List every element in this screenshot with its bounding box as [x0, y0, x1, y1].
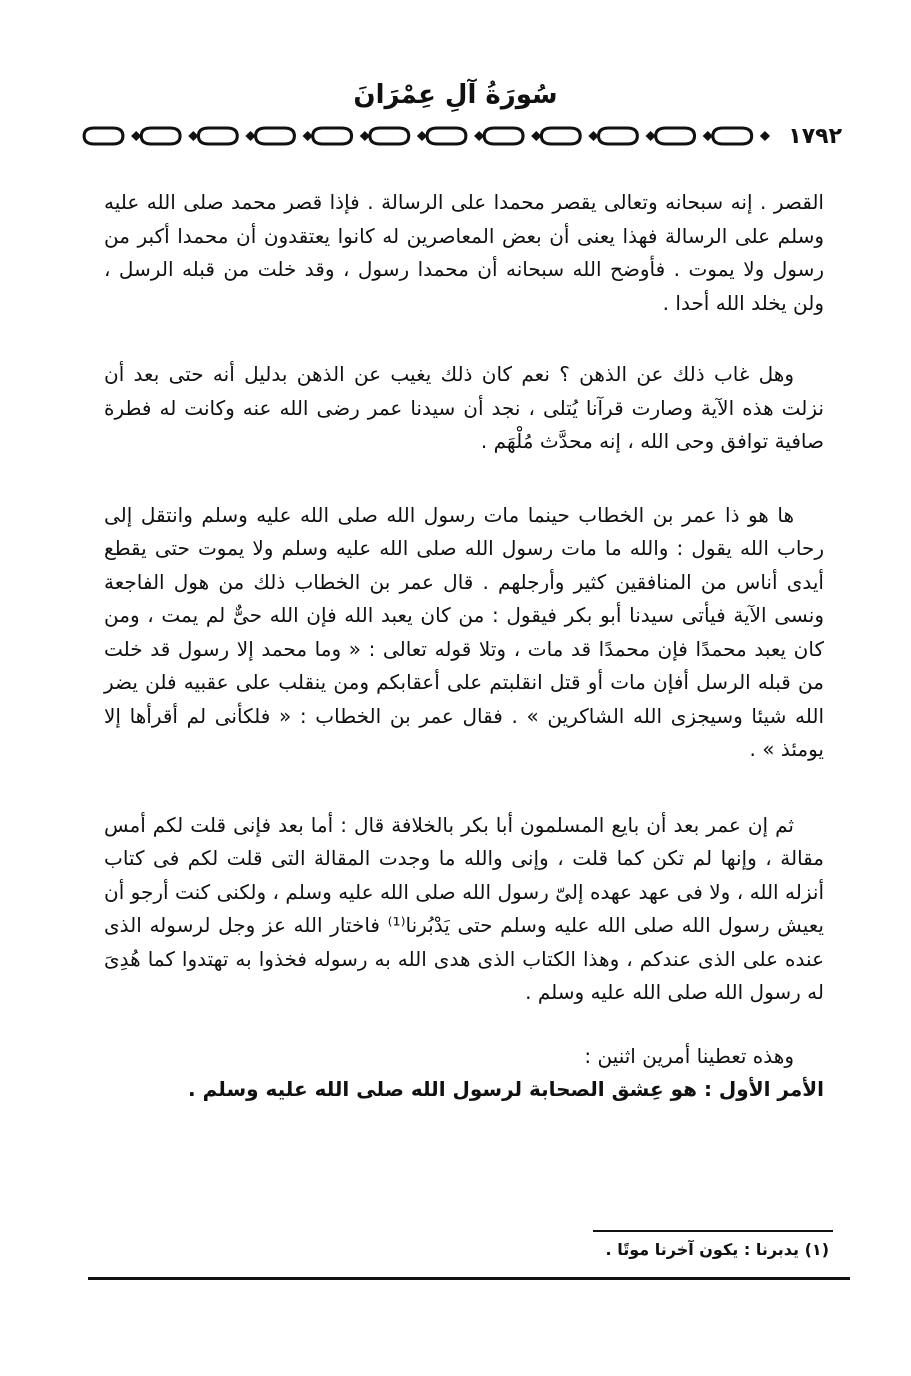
main-text	[104, 186, 824, 1107]
header-ornament-row	[78, 123, 848, 149]
page-number: ١٧٩٢	[788, 123, 842, 149]
paragraph-5: وهذه تعطينا أمرين اثنين :	[584, 1043, 794, 1068]
footnote-divider	[593, 1230, 833, 1232]
surah-title: سُورَةُ آلِ عِمْرَانَ	[353, 80, 558, 110]
paragraph-6: الأمر الأول : هو عِشق الصحابة لرسول الله صلى الله عليه وسلم .	[188, 1077, 824, 1101]
paragraph-4: ثم إن عمر بعد أن بايع المسلمون أبا بكر بالخلافة قال : أما بعد فإنى قلت لكم أمس مقالة ، وإنها لم تكن كما قلت ، وإنى والله ما وجدت المقالة التى قلت لكم فى كتاب أنزله الله ، ولا فى عهد عهده إلىّ رسول الله صلى الله عليه وسلم ، ولكنى كنت أرجو أن يعيش رسول الله صلى الله عليه وسلم حتى يَدْبُرنا⁽¹⁾ فاختار الله عز وجل لرسوله الذى عنده على الذى عندكم ، وهذا الكتاب الذى هدى الله به رسوله فخذوا به تهتدوا كما هُدِىَ له رسول الله صلى الله عليه وسلم .	[104, 812, 824, 1004]
bottom-rule	[88, 1277, 850, 1280]
ornamental-chain-border	[78, 123, 782, 149]
paragraph-1: القصر . إنه سبحانه وتعالى يقصر محمدا على الرسالة . فإذا قصر محمد صلى الله عليه وسلم على الرسالة فهذا يعنى أن بعض المعاصرين له كانوا يعتقدون أن محمدا أكبر من رسول ولا يموت . فأوضح الله سبحانه أن محمدا رسول ، وقد خلت من قبله الرسل ، ولن يخلد الله أحدا .	[104, 190, 824, 315]
paragraph-3: ها هو ذا عمر بن الخطاب حينما مات رسول الله صلى الله عليه وسلم وانتقل إلى رحاب الله يقول : والله ما مات رسول الله صلى الله عليه وسلم ولا يموت حتى يقطع أيدى أناس من المنافقين كثير وأرجلهم . قال عمر بن الخطاب ذلك من هول الفاجعة ونسى الآية فيأتى سيدنا أبو بكر فيقول : من كان يعبد الله فإن الله حىٌّ لم يمت ، ومن كان يعبد محمدًا فإن محمدًا قد مات ، وتلا قوله تعالى : « وما محمد إلا رسول قد خلت من قبله الرسل أفإن مات أو قتل انقلبتم على أعقابكم ومن ينقلب على عقبيه فلن يضر الله شيئا وسيجزى الله الشاكرين » . فقال عمر بن الخطاب : « فلكأنى لم أقرأها إلا يومئذ » .	[104, 502, 824, 761]
footnote: (١) يدبرنا : يكون آخرنا موتًا .	[605, 1240, 829, 1259]
paragraph-2: وهل غاب ذلك عن الذهن ؟ نعم كان ذلك يغيب عن الذهن بدليل أنه حتى بعد أن نزلت هذه الآية وصارت قرآنا يُتلى ، نجد أن سيدنا عمر رضى الله عنه وكانت له فطرة صافية توافق وحى الله ، إنه محدَّث مُلْهَم .	[104, 362, 824, 453]
